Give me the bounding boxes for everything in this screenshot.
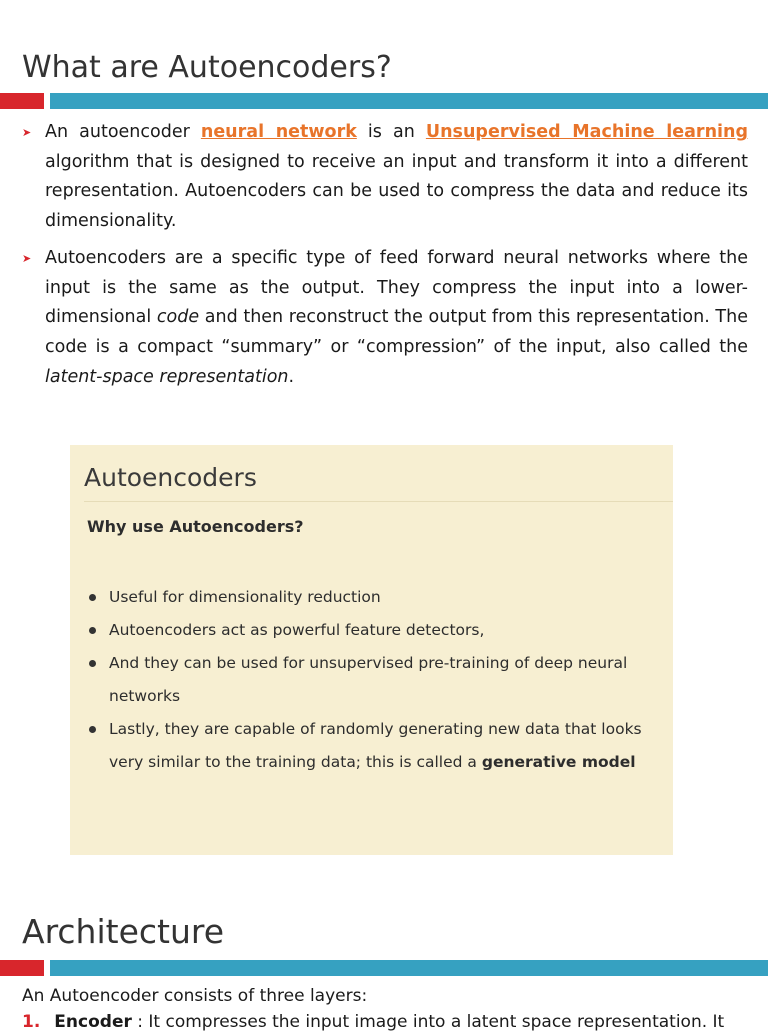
step-text: : It compresses the input image into a latent space representation. It <box>131 1012 725 1032</box>
bullet-item: ➤ Autoencoders are a specific type of feed forward neural networks where the input is the same as the output. They compress the input into a lower-dimensional code and then reconstruct the output from this representation. The code is a compact “summary” or “compression” of the input, also called the latent-space representation. <box>22 244 748 393</box>
slide-list-item: Autoencoders act as powerful feature detectors, <box>87 614 657 647</box>
bullet-dot-icon <box>89 594 96 601</box>
arrow-bullet-icon: ➤ <box>22 126 32 139</box>
architecture-step <box>22 1012 724 1032</box>
slide-list <box>87 581 657 779</box>
arrow-bullet-icon: ➤ <box>22 251 32 265</box>
slide-image <box>70 445 673 855</box>
section-title: Architecture <box>22 912 225 951</box>
bullet-dot-icon <box>89 726 96 733</box>
page-title: What are Autoencoders? <box>22 50 392 85</box>
slide-title: Autoencoders <box>84 463 257 492</box>
slide-list-item: Lastly, they are capable of randomly generating new data that looks very similar to the training data; this is called a generative model <box>87 713 657 779</box>
neural-network-link[interactable]: neural network <box>200 122 357 142</box>
title-divider <box>0 960 768 976</box>
bullet-item: ➤ An autoencoder neural network is an Unsupervised Machine learning algorithm that is designed to receive an input and transform it into a different representation. Autoencoders can be used to compress the data and reduce its dimensionality. <box>22 118 748 237</box>
bullet-list <box>22 118 748 399</box>
step-number: 1. <box>22 1012 41 1032</box>
slide-subtitle: Why use Autoencoders? <box>87 517 304 536</box>
architecture-intro: An Autoencoder consists of three layers: <box>22 986 368 1006</box>
title-divider <box>0 93 768 109</box>
slide-list-item: And they can be used for unsupervised pre-training of deep neural networks <box>87 647 657 713</box>
bullet-dot-icon <box>89 660 96 667</box>
slide-divider <box>84 501 673 502</box>
slide-list-item: Useful for dimensionality reduction <box>87 581 657 614</box>
bullet-dot-icon <box>89 627 96 634</box>
step-label: Encoder <box>54 1012 132 1032</box>
unsupervised-learning-link[interactable]: Unsupervised Machine learning <box>425 122 749 142</box>
